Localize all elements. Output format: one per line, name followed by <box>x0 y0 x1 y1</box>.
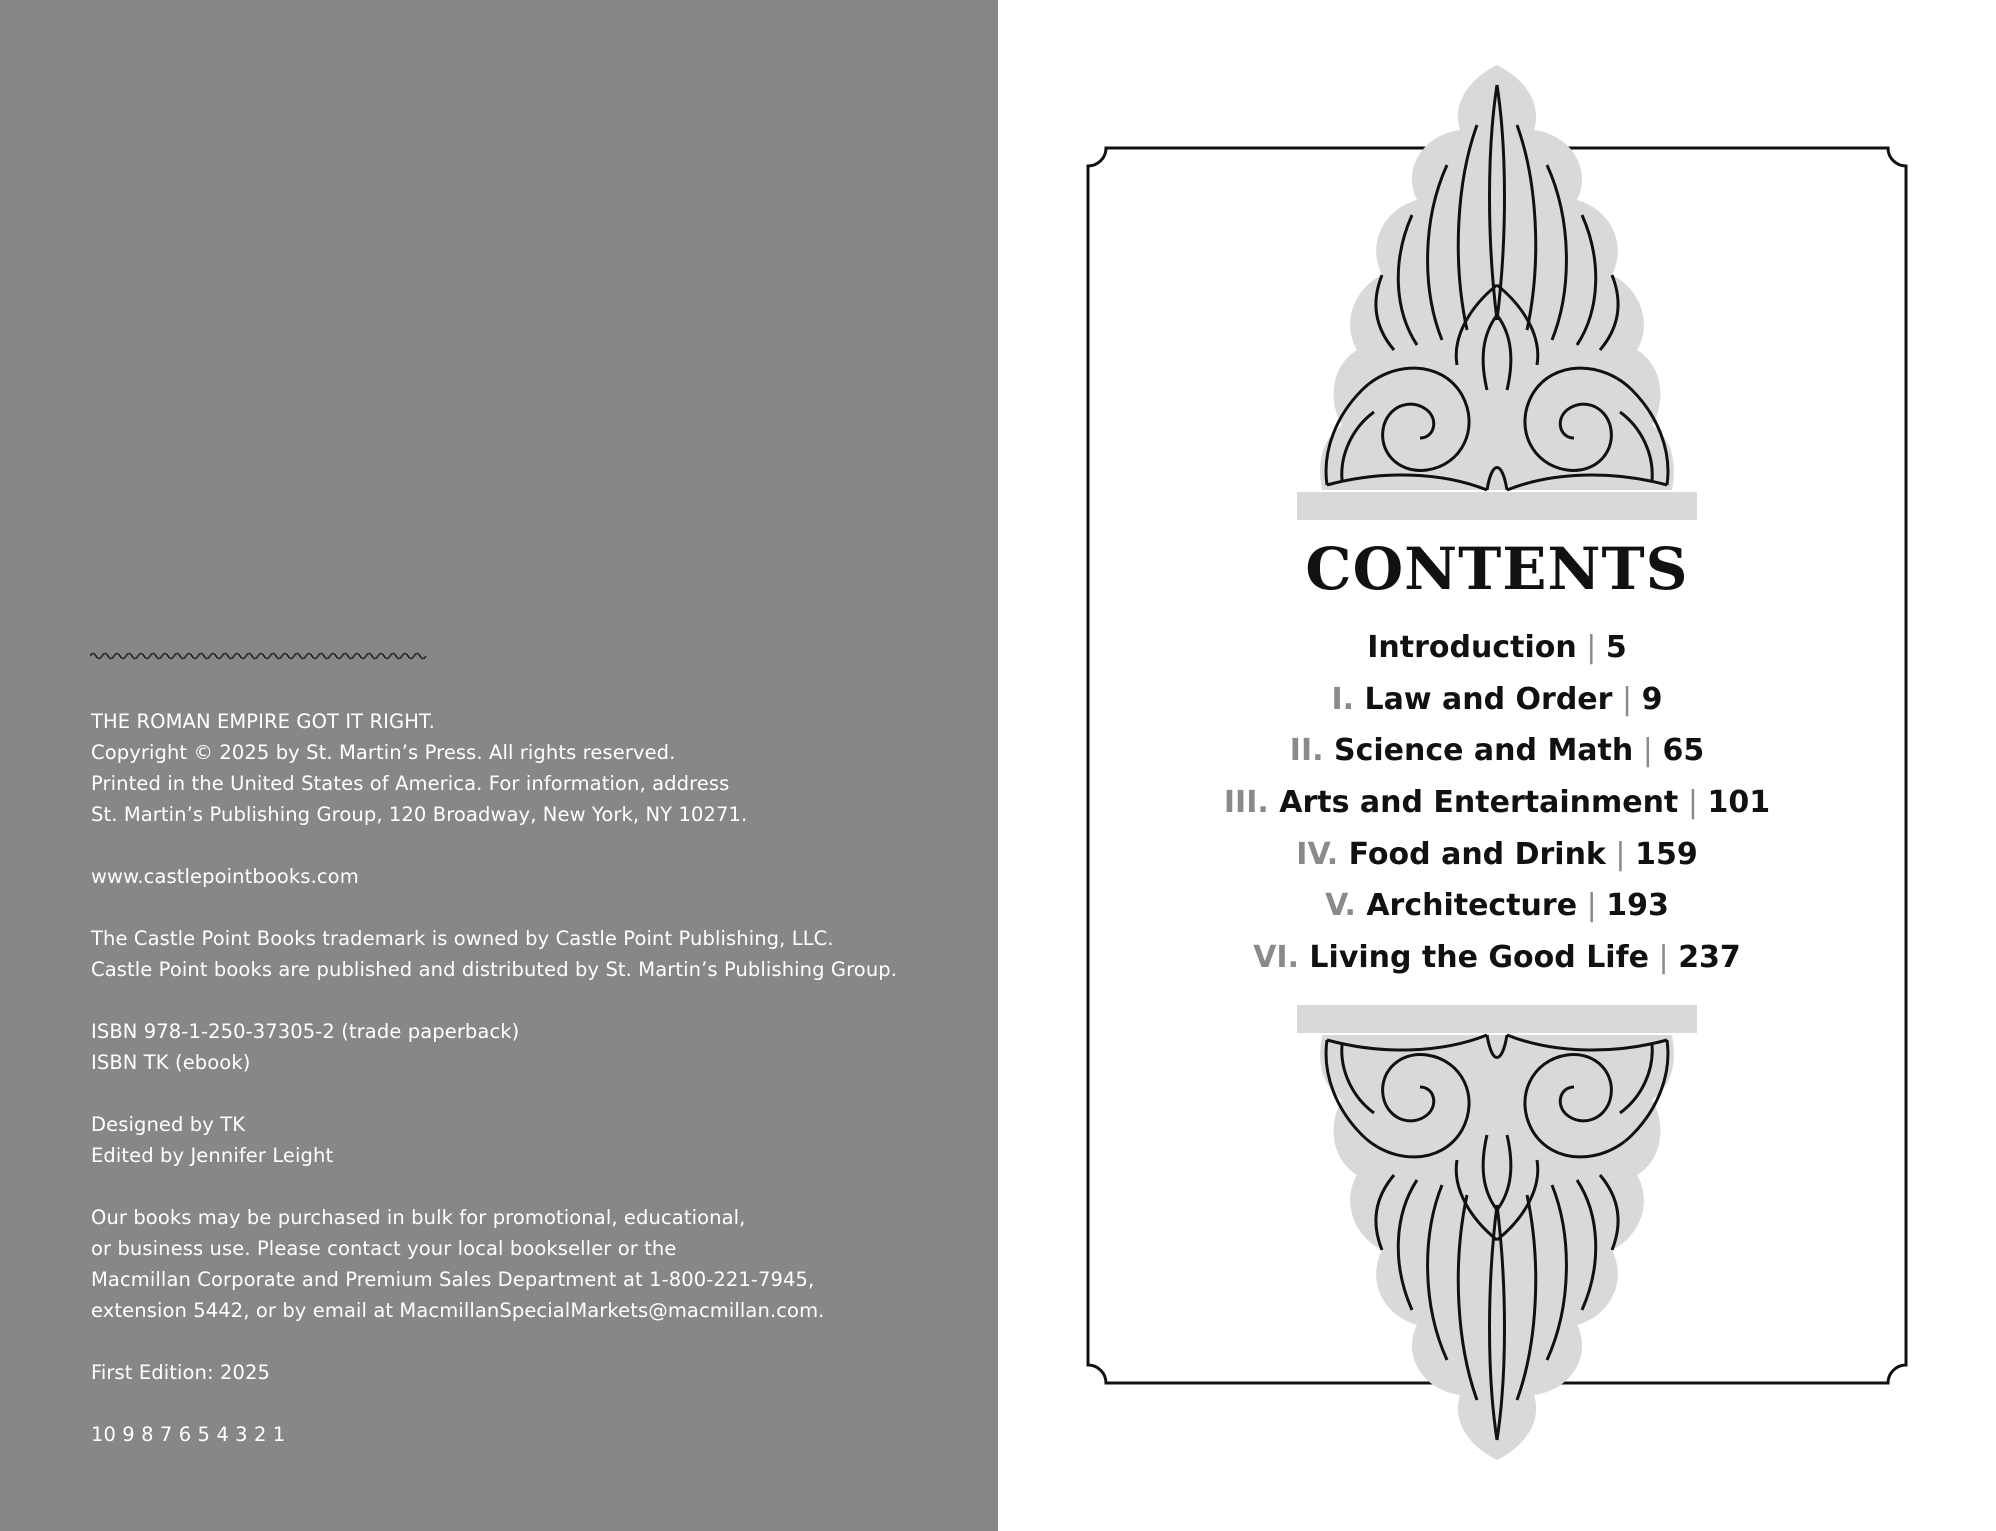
copyright-line: THE ROMAN EMPIRE GOT IT RIGHT. <box>91 710 435 733</box>
toc-page-number: 65 <box>1662 733 1705 769</box>
toc-title: Law and Order <box>1364 681 1613 717</box>
copyright-line: Edited by Jennifer Leight <box>91 1144 334 1167</box>
table-of-contents <box>998 622 1996 984</box>
line-gap <box>91 892 971 923</box>
copyright-line: Castle Point books are published and distributed by St. Martin’s Publishing Group. <box>91 958 898 981</box>
toc-title: Living the Good Life <box>1309 940 1649 976</box>
toc-separator: | <box>1577 888 1607 924</box>
anthemion-ornament-top-icon <box>1282 60 1712 520</box>
toc-separator: | <box>1633 733 1663 769</box>
copyright-line: ISBN TK (ebook) <box>91 1051 251 1074</box>
line-gap <box>91 1326 971 1357</box>
toc-page-number: 5 <box>1605 630 1627 665</box>
line-gap <box>91 1078 971 1109</box>
copyright-line: Our books may be purchased in bulk for promotional, educational, <box>91 1206 746 1229</box>
toc-separator: | <box>1678 785 1708 821</box>
toc-title: Architecture <box>1366 888 1578 924</box>
toc-numeral: IV. <box>1296 836 1339 872</box>
toc-numeral: III. <box>1223 785 1269 821</box>
toc-entry <box>998 880 1996 932</box>
toc-title: Arts and Entertainment <box>1279 785 1679 821</box>
toc-page-number: 193 <box>1606 888 1669 924</box>
toc-separator: | <box>1649 940 1679 976</box>
toc-entry <box>998 725 1996 777</box>
toc-entry <box>998 622 1996 674</box>
toc-separator: | <box>1605 836 1636 872</box>
toc-entry <box>998 932 1996 984</box>
toc-numeral: I. <box>1331 681 1355 717</box>
wavy-divider-icon <box>90 648 430 664</box>
contents-page <box>998 0 1996 1531</box>
copyright-line: The Castle Point Books trademark is owned by Castle Point Publishing, LLC. <box>91 927 834 950</box>
copyright-line: or business use. Please contact your local bookseller or the <box>91 1237 677 1260</box>
toc-separator: | <box>1576 630 1606 665</box>
toc-separator: | <box>1612 681 1642 717</box>
copyright-line: Macmillan Corporate and Premium Sales Department at 1-800-221-7945, <box>91 1268 815 1291</box>
line-gap <box>91 830 971 861</box>
toc-page-number: 159 <box>1635 836 1698 872</box>
toc-page-number: 101 <box>1707 785 1771 821</box>
line-gap <box>91 1171 971 1202</box>
contents-title: CONTENTS <box>1305 535 1689 603</box>
copyright-line: Designed by TK <box>91 1113 246 1136</box>
anthemion-ornament-bottom-icon <box>1282 1005 1712 1465</box>
toc-title: Introduction <box>1367 630 1577 665</box>
toc-title: Science and Math <box>1333 733 1634 769</box>
copyright-line: www.castlepointbooks.com <box>91 865 359 888</box>
line-gap <box>91 985 971 1016</box>
copyright-line: extension 5442, or by email at MacmillanSpecialMarkets@macmillan.com. <box>91 1299 825 1322</box>
copyright-line: St. Martin’s Publishing Group, 120 Broadway, New York, NY 10271. <box>91 803 748 826</box>
copyright-line: ISBN 978-1-250-37305-2 (trade paperback) <box>91 1020 520 1043</box>
line-gap <box>91 1388 971 1419</box>
toc-numeral: VI. <box>1253 940 1299 976</box>
toc-page-number: 237 <box>1678 940 1741 976</box>
copyright-line: First Edition: 2025 <box>91 1361 270 1384</box>
toc-entry <box>998 674 1996 726</box>
toc-title: Food and Drink <box>1348 836 1606 872</box>
toc-entry <box>998 777 1996 829</box>
copyright-line: Printed in the United States of America. For information, address <box>91 772 730 795</box>
toc-numeral: V. <box>1325 888 1356 924</box>
toc-numeral: II. <box>1289 733 1324 769</box>
copyright-line: 10 9 8 7 6 5 4 3 2 1 <box>91 1423 286 1446</box>
copyright-line: Copyright © 2025 by St. Martin’s Press. All rights reserved. <box>91 741 676 764</box>
toc-page-number: 9 <box>1641 681 1663 717</box>
copyright-text <box>91 706 971 1450</box>
toc-entry <box>998 829 1996 881</box>
